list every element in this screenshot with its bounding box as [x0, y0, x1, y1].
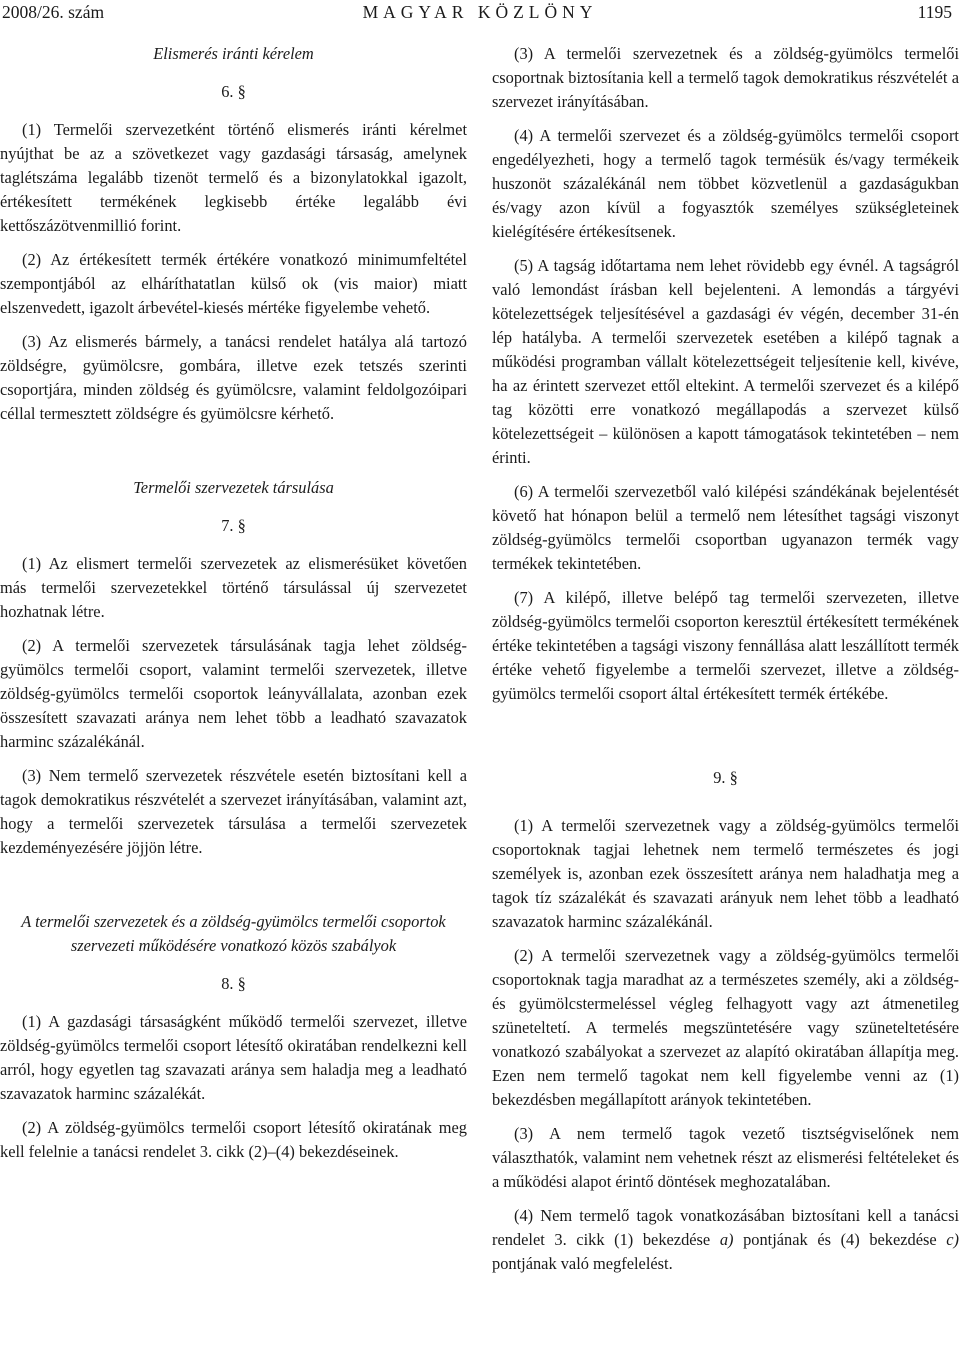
issue-number: 2008/26. szám [2, 2, 105, 22]
paragraph-9-1: (1) A termelői szervezetnek vagy a zöldség-gyümölcs termelői csoportoknak tagjai lehetnek nem termelő természetes és jogi személyek is, azonban ezek összesített aránya nem haladhatja meg a tagok tíz százalékát és szavazati arányuk nem lehet több a leadható szavazatok harminc százalékánál. [492, 816, 959, 931]
journal-title: MAGYAR KÖZLÖNY [362, 2, 598, 22]
section-6: 6. § [221, 82, 246, 101]
spacer [0, 870, 467, 910]
left-column [0, 42, 467, 1174]
text-run: pontjának és (4) bekezdése [733, 1230, 947, 1249]
spacer [492, 716, 959, 766]
paragraph-8-2: (2) A zöldség-gyümölcs termelői csoport létesítő okiratának meg kell felelnie a tanácsi rendelet 3. cikk (2)–(4) bekezdéseinek. [0, 1118, 467, 1161]
paragraph-8-1: (1) A gazdasági társaságként működő termelői szervezet, illetve zöldség-gyümölcs termelői csoport létesítő okiratában rendelkezni kell arról, hogy egyetlen tag szavazati aránya sem haladja meg a leadható szavazatok harminc százalékát. [0, 1012, 467, 1103]
page-header [0, 0, 960, 28]
paragraph-8-7: (7) A kilépő, illetve belépő tag termelői szervezeten, illetve zöldség-gyümölcs termelői csoporton keresztül értékesített termékének értéke tekintetében a tagsági viszony fennállása alatt leszállított termék értéke vehető figyelembe a termelői szervezet, illetve a zöldség-gyümölcs termelői csoport által értékesített termék értékébe. [492, 588, 959, 703]
paragraph-9-3: (3) A nem termelő tagok vezető tisztségviselőnek nem választhatók, valamint nem vehetnek részt az elismerési feltételeket és a működési alapot érintő döntések meghozatalában. [492, 1124, 959, 1191]
point-a-label: a) [719, 1230, 734, 1249]
paragraph-8-3: (3) A termelői szervezetnek és a zöldség-gyümölcs termelői csoportnak biztosítania kell a termelő tagok demokratikus részvételét a szervezet irányításában. [492, 44, 959, 111]
section-8: 8. § [221, 974, 246, 993]
spacer [492, 804, 959, 814]
heading-common-rules: A termelői szervezetek és a zöldség-gyümölcs termelői csoportok szervezeti működésére vonatkozó közös szabályok [21, 912, 446, 955]
text-run: pontjának való megfelelést. [492, 1254, 673, 1273]
paragraph-8-5: (5) A tagság időtartama nem lehet rövidebb egy évnél. A tagságról való lemondást írásban kell bejelenteni. A lemondás a tárgyévi kötelezettségek teljesítésével a gazdasági év végén, december 31-én lép hatályba. A termelői szervezetek esetében a kilépő tagnak a működési programban vállalt kötelezettségeit teljesítenie kell, kivéve, ha az érintett szervezet ettől eltekint. A termelői szervezet és a kilépő tag közötti erre vonatkozó megállapodás a szervezet külső kötelezettségeit – különösen a kapott támogatások tekintetében – nem érinti. [492, 256, 959, 467]
point-c-label: c) [946, 1230, 960, 1249]
section-7: 7. § [221, 516, 246, 535]
paragraph-9-4 [492, 1204, 959, 1276]
spacer [0, 436, 467, 476]
paragraph-6-3: (3) Az elismerés bármely, a tanácsi rendelet hatálya alá tartozó zöldségre, gyümölcsre, gombára, illetve ezek tetszés szerinti csoportjára, minden zöldség és gyümölcsre, valamint feldolgozóipari céllal termesztett zöldségre és gyümölcsre kérhető. [0, 332, 467, 423]
paragraph-6-1: (1) Termelői szervezetként történő elismerés iránti kérelmet nyújthat be az a szövetkezet vagy gazdasági társaság, amelynek taglétszáma legalább tizenöt termelő és a bizonylatokkal igazolt, értékesített termékének legkisebb értéke legalább évi kettőszázötvenmillió forint. [0, 120, 467, 235]
paragraph-8-4: (4) A termelői szervezet és a zöldség-gyümölcs termelői csoport engedélyezheti, hogy a termelő tagok termésük és/vagy termékeik huszonöt százalékánál nem többet közvetlenül a gazdaságukban és/vagy azon kívül a fogyasztók személyes szükségleteinek kielégítésére értékesítsenek. [492, 126, 959, 241]
paragraph-7-2: (2) A termelői szervezetek társulásának tagja lehet zöldség-gyümölcs termelői csoport, valamint termelői szervezetek, illetve zöldség-gyümölcs termelői csoportok leányvállalata, azonban ezek összesített szavazati aránya nem lehet több a leadható szavazatok harminc százalékánál. [0, 636, 467, 751]
heading-recognition-request: Elismerés iránti kérelem [153, 44, 314, 63]
paragraph-8-6: (6) A termelői szervezetből való kilépési szándékának bejelentését követő hat hónapon belül a termelő nem létesíthet tagsági viszonyt zöldség-gyümölcs termelői csoportban ugyanazon termék vagy termékek tekintetében. [492, 482, 959, 573]
paragraph-9-2: (2) A termelői szervezetnek vagy a zöldség-gyümölcs termelői csoportoknak tagja maradhat az a természetes személy, aki a zöldség- és gyümölcstermeléssel végleg felhagyott vagy azt átmenetileg szüneteltetí. A termelés megszüntetésére vagy szüneteltetésére vonatkozó szabályokat a szervezet az alapító okiratában állapítja meg. Ezen nem termelő tagokat nem kell figyelembe venni az (1) bekezdésben megállapított arányok tekintetében. [492, 946, 959, 1109]
heading-producer-associations: Termelői szervezetek társulása [133, 478, 334, 497]
section-9: 9. § [713, 768, 738, 787]
paragraph-6-2: (2) Az értékesített termék értékére vonatkozó minimumfeltétel szempontjából az elháríthatatlan külső ok (vis maior) miatt elszenvedett, igazolt árbevétel-kiesés mértéke figyelembe vehető. [0, 250, 467, 317]
paragraph-7-1: (1) Az elismert termelői szervezetek az elismerésüket követően más termelői szervezetekkel történő társulással új szervezetet hozhatnak létre. [0, 554, 467, 621]
right-column [492, 42, 959, 1286]
paragraph-7-3: (3) Nem termelő szervezetek részvétele esetén biztosítani kell a tagok demokratikus részvételét a szervezet irányításában, valamint azt, hogy a termelői szervezetek társulása a termelői szervezetek kezdeményezésére jöjjön létre. [0, 766, 467, 857]
page-number: 1195 [917, 2, 952, 22]
text-run: (4) Nem termelő tagok vonatkozásában biztosítani kell a tanácsi rendelet 3. cikk (1) bekezdése [492, 1206, 959, 1249]
